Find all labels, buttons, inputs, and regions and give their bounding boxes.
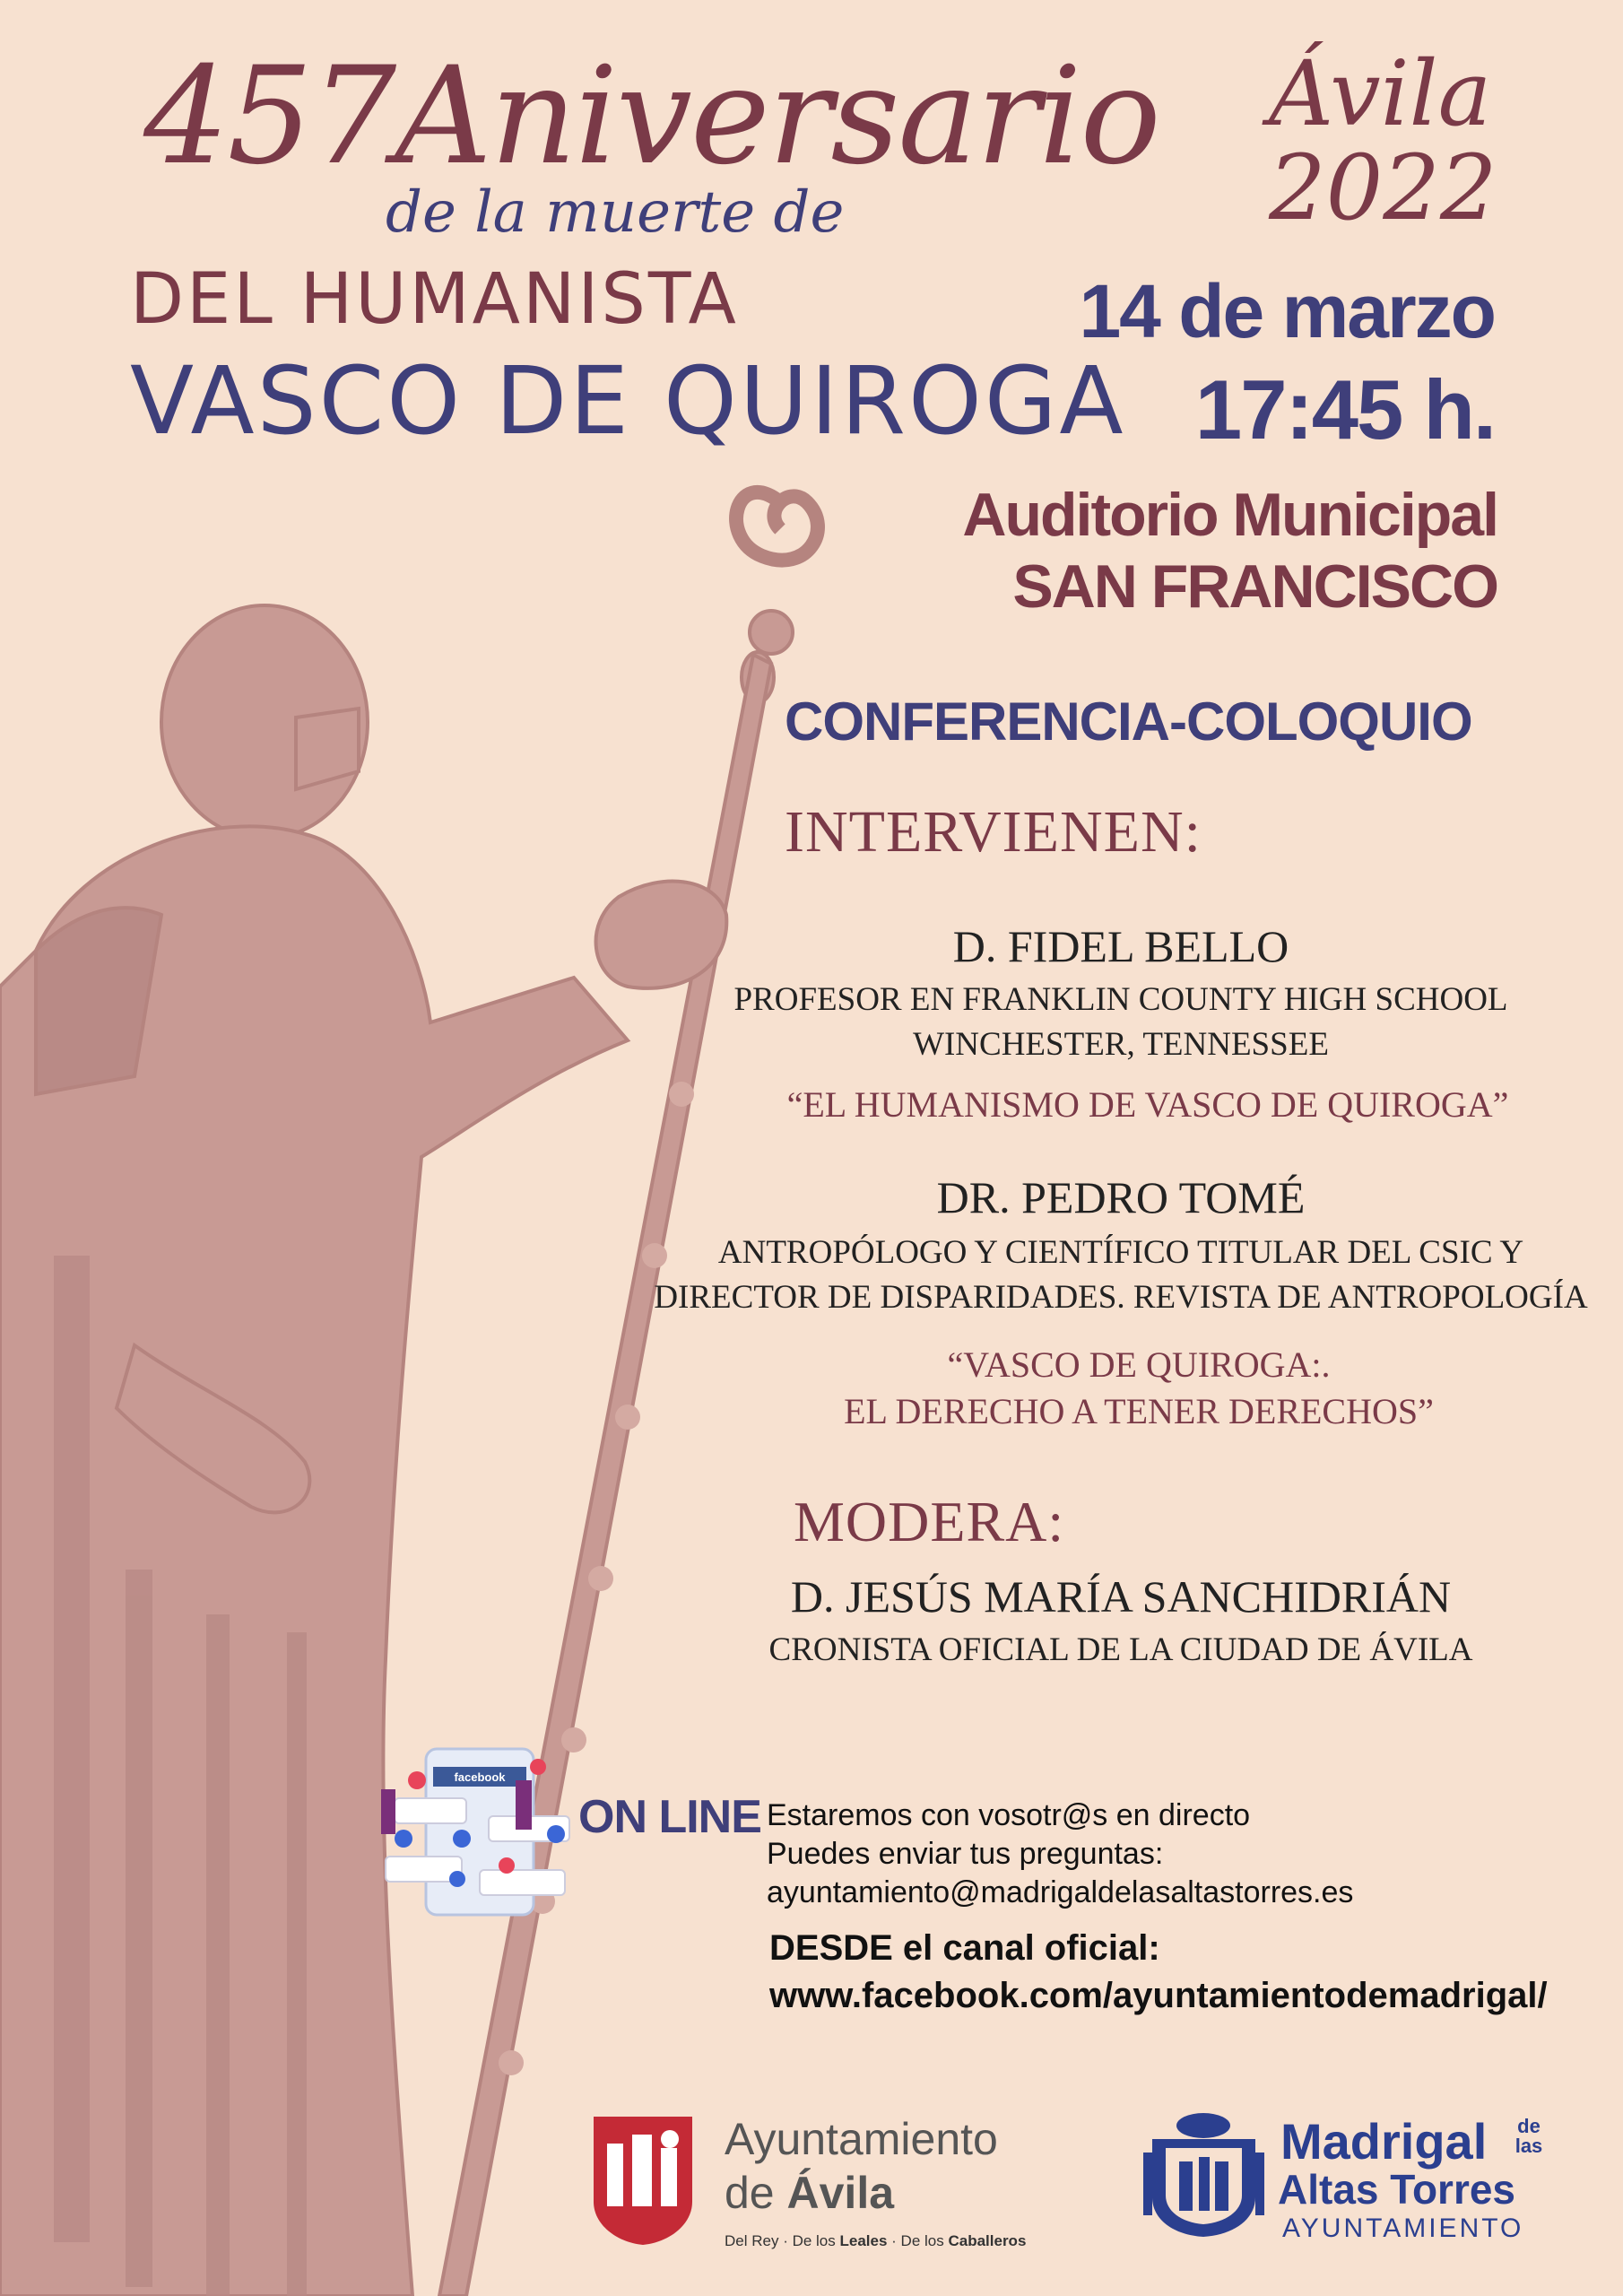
- facebook-wordmark: facebook: [454, 1770, 506, 1784]
- contact-email[interactable]: ayuntamiento@madrigaldelasaltastorres.es: [767, 1875, 1354, 1909]
- event-type: CONFERENCIA-COLOQUIO: [785, 691, 1472, 752]
- venue-name: Auditorio Municipal: [962, 481, 1497, 549]
- avila-motto-part: Del Rey: [725, 2232, 779, 2249]
- facebook-channel-link[interactable]: www.facebook.com/ayuntamientodemadrigal/: [769, 1976, 1548, 2015]
- madrigal-logo-line2: Altas Torres: [1278, 2166, 1516, 2213]
- avila-logo-line1: Ayuntamiento: [725, 2114, 998, 2164]
- moderator-heading: MODERA:: [794, 1490, 1065, 1553]
- speaker-1-role-line1: PROFESOR EN FRANKLIN COUNTY HIGH SCHOOL: [733, 981, 1508, 1018]
- madrigal-logo-de-las: de las: [1515, 2115, 1543, 2157]
- event-date: 14 de marzo: [1079, 269, 1495, 353]
- facebook-live-icon: [381, 1731, 587, 1919]
- online-label: ON LINE: [578, 1791, 761, 1843]
- venue-location: SAN FRANCISCO: [1012, 552, 1497, 621]
- speaker-1-role-line2: WINCHESTER, TENNESSEE: [913, 1026, 1329, 1063]
- avila-motto: [725, 2233, 1026, 2248]
- speaker-2-role-line1: ANTROPÓLOGO Y CIENTÍFICO TITULAR DEL CSIC Y: [717, 1234, 1524, 1271]
- speakers-heading: INTERVIENEN:: [785, 799, 1202, 865]
- avila-logo-line2: [725, 2168, 895, 2218]
- avila-logo-prefix: de: [725, 2168, 787, 2218]
- speaker-1-name: D. FIDEL BELLO: [952, 921, 1289, 971]
- city-label: Ávila: [1269, 41, 1492, 146]
- speaker-2-talk-title-line1: “VASCO DE QUIROGA:.: [947, 1344, 1331, 1385]
- avila-motto-part: Caballeros: [948, 2232, 1027, 2249]
- moderator-name: D. JESÚS MARÍA SANCHIDRIÁN: [790, 1571, 1452, 1622]
- speaker-2-name: DR. PEDRO TOMÉ: [936, 1172, 1306, 1222]
- avila-logo-bold: Ávila: [786, 2168, 895, 2218]
- avila-motto-part: ·: [778, 2232, 793, 2249]
- online-info-line2: Puedes enviar tus preguntas:: [767, 1837, 1164, 1871]
- channel-label: DESDE el canal oficial:: [769, 1928, 1160, 1968]
- title-humanist-line: DEL HUMANISTA: [130, 259, 739, 340]
- avila-coat-of-arms-icon: [589, 2112, 697, 2247]
- anniversary-subtitle: de la muerte de: [386, 179, 845, 246]
- moderator-role: CRONISTA OFICIAL DE LA CIUDAD DE ÁVILA: [768, 1631, 1473, 1668]
- speaker-2-role-line2: DIRECTOR DE DISPARIDADES. REVISTA DE ANTROPOLOGÍA: [654, 1279, 1588, 1316]
- avila-motto-part: De los: [792, 2232, 840, 2249]
- speaker-2-talk-title-line2: EL DERECHO A TENER DERECHOS”: [844, 1391, 1434, 1431]
- speaker-1-talk-title: “EL HUMANISMO DE VASCO DE QUIROGA”: [786, 1084, 1509, 1125]
- madrigal-coat-of-arms-icon: [1143, 2108, 1264, 2238]
- title-name-line: VASCO DE QUIROGA: [130, 346, 1126, 456]
- event-time: 17:45 h.: [1194, 362, 1495, 457]
- online-info-line1: Estaremos con vosotr@s en directo: [767, 1798, 1251, 1832]
- year-label: 2022: [1269, 135, 1497, 240]
- madrigal-logo-line1: Madrigal: [1280, 2113, 1488, 2170]
- avila-motto-part: Leales: [839, 2232, 888, 2249]
- madrigal-logo-line3: AYUNTAMIENTO: [1282, 2213, 1524, 2243]
- anniversary-title: 457Aniversario: [143, 39, 1159, 195]
- avila-motto-part: · De los: [887, 2232, 949, 2249]
